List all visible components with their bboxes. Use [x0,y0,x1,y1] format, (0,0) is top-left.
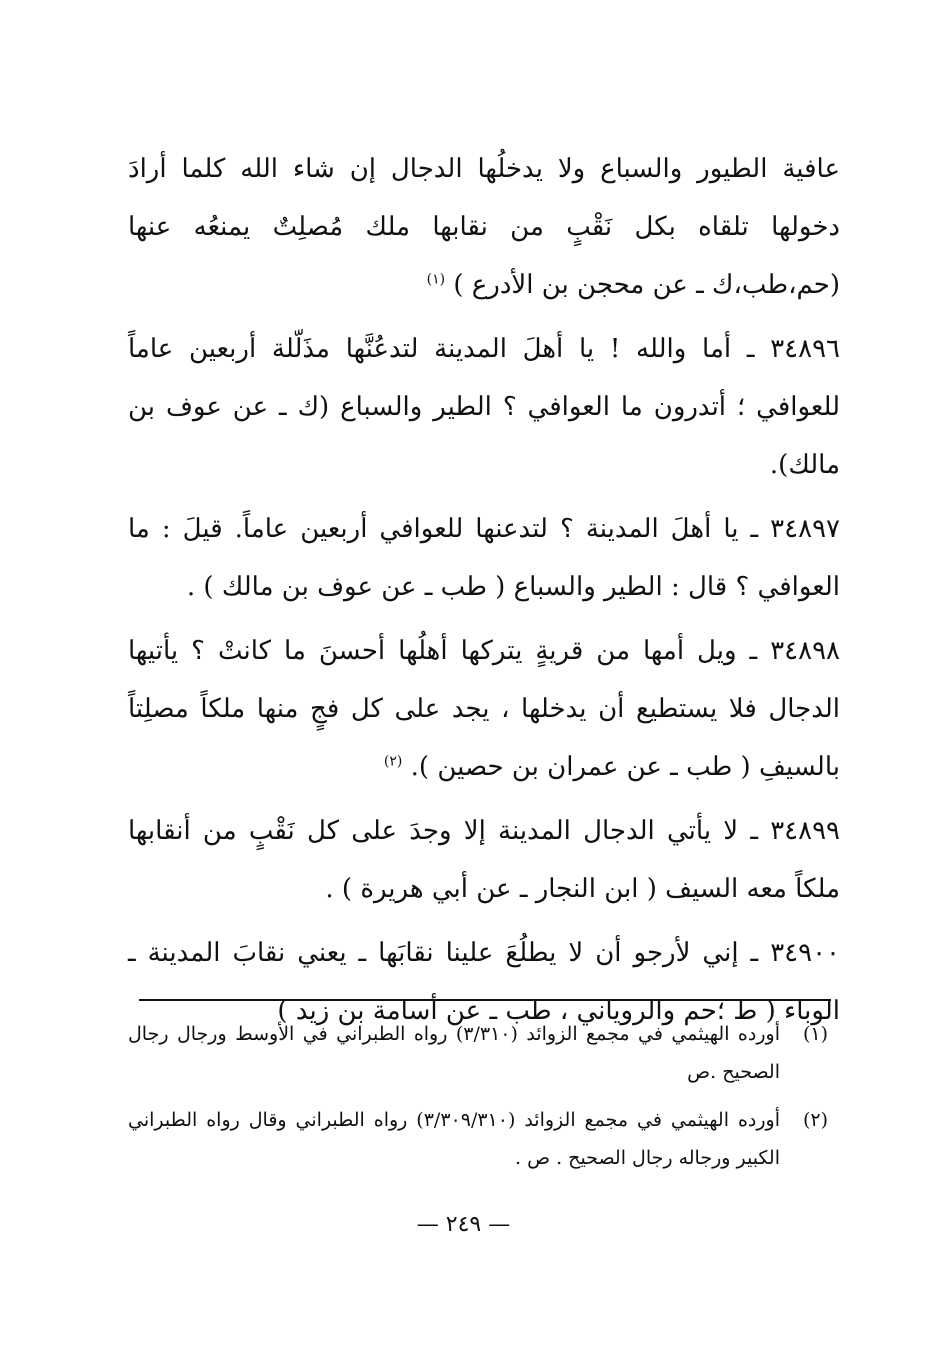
main-text [128,140,840,1046]
hadith-34899 [128,802,840,918]
hadith-number: ٣٤٨٩٩ [770,816,841,846]
footnote-text: أورده الهيثمي في مجمع الزوائد (٣/٣٠٩/٣١٠) رواه الطبراني وقال رواه الطبراني الكبير ورجاله رجال الصحيح . ص . [128,1109,780,1169]
footnote-marker-2: (٢) [383,753,403,770]
hadith-continuation [128,140,840,314]
paragraph-text: ـ يا أهلَ المدينة ؟ لتدعنها للعوافي أربعين عاماً. قيلَ : ما العوافي ؟ قال : الطير والسباع ( طب ـ عن عوف بن مالك ) . [128,514,840,602]
footnote-1 [128,1015,828,1091]
footnotes [128,1015,828,1187]
footnote-number: (١) [802,1023,828,1045]
hadith-34897 [128,500,840,616]
footnote-number: (٢) [802,1109,828,1131]
hadith-34896 [128,320,840,494]
paragraph-text: ـ لا يأتي الدجال المدينة إلا وجدَ على كل نَقْبٍ من أنقابها ملكاً معه السيف ( ابن النجار ـ عن أبي هريرة ) . [128,816,840,904]
hadith-34898 [128,622,840,796]
page-number: — ٢٤٩ — [416,1212,511,1237]
paragraph-text: عافية الطيور والسباع ولا يدخلُها الدجال إن شاء الله كلما أرادَ دخولها تلقاه بكل نَقْبٍ من نقابها ملك مُصلِتٌ يمنعُه عنها (حم،طب،ك ـ عن محجن بن الأدرع ) [128,154,840,300]
hadith-number: ٣٤٨٩٨ [770,636,841,666]
footnote-text: أورده الهيثمي في مجمع الزوائد (٣/٣١٠) رواه الطبراني في الأوسط ورجال رجال الصحيح .ص [128,1023,780,1083]
hadith-number: ٣٤٨٩٦ [770,334,841,364]
footnote-divider [139,999,831,1001]
paragraph-text: ـ إني لأرجو أن لا يطلُعَ علينا نقابَها ـ يعني نقابَ المدينة ـ الوباء ( ط ؛حم والروياني ، طب ـ عن أسامة بن زيد ) [128,938,840,1026]
hadith-number: ٣٤٩٠٠ [770,938,841,968]
paragraph-text: ـ ويل أمها من قريةٍ يتركها أهلُها أحسنَ ما كانتْ ؟ يأتيها الدجال فلا يستطيع أن يدخلها ، يجد على كل فجٍ منها ملكاً مصلِتاً بالسيفِ ( طب ـ عن عمران بن حصين ). [128,636,840,782]
footnote-marker-1: (١) [426,271,446,288]
footnote-2 [128,1101,828,1177]
paragraph-text: ـ أما والله ! يا أهلَ المدينة لتدعُنَّها مذَلّلة أربعين عاماً للعوافي ؛ أتدرون ما العوافي ؟ الطير والسباع (ك ـ عن عوف بن مالك). [128,334,840,480]
hadith-number: ٣٤٨٩٧ [770,514,840,544]
